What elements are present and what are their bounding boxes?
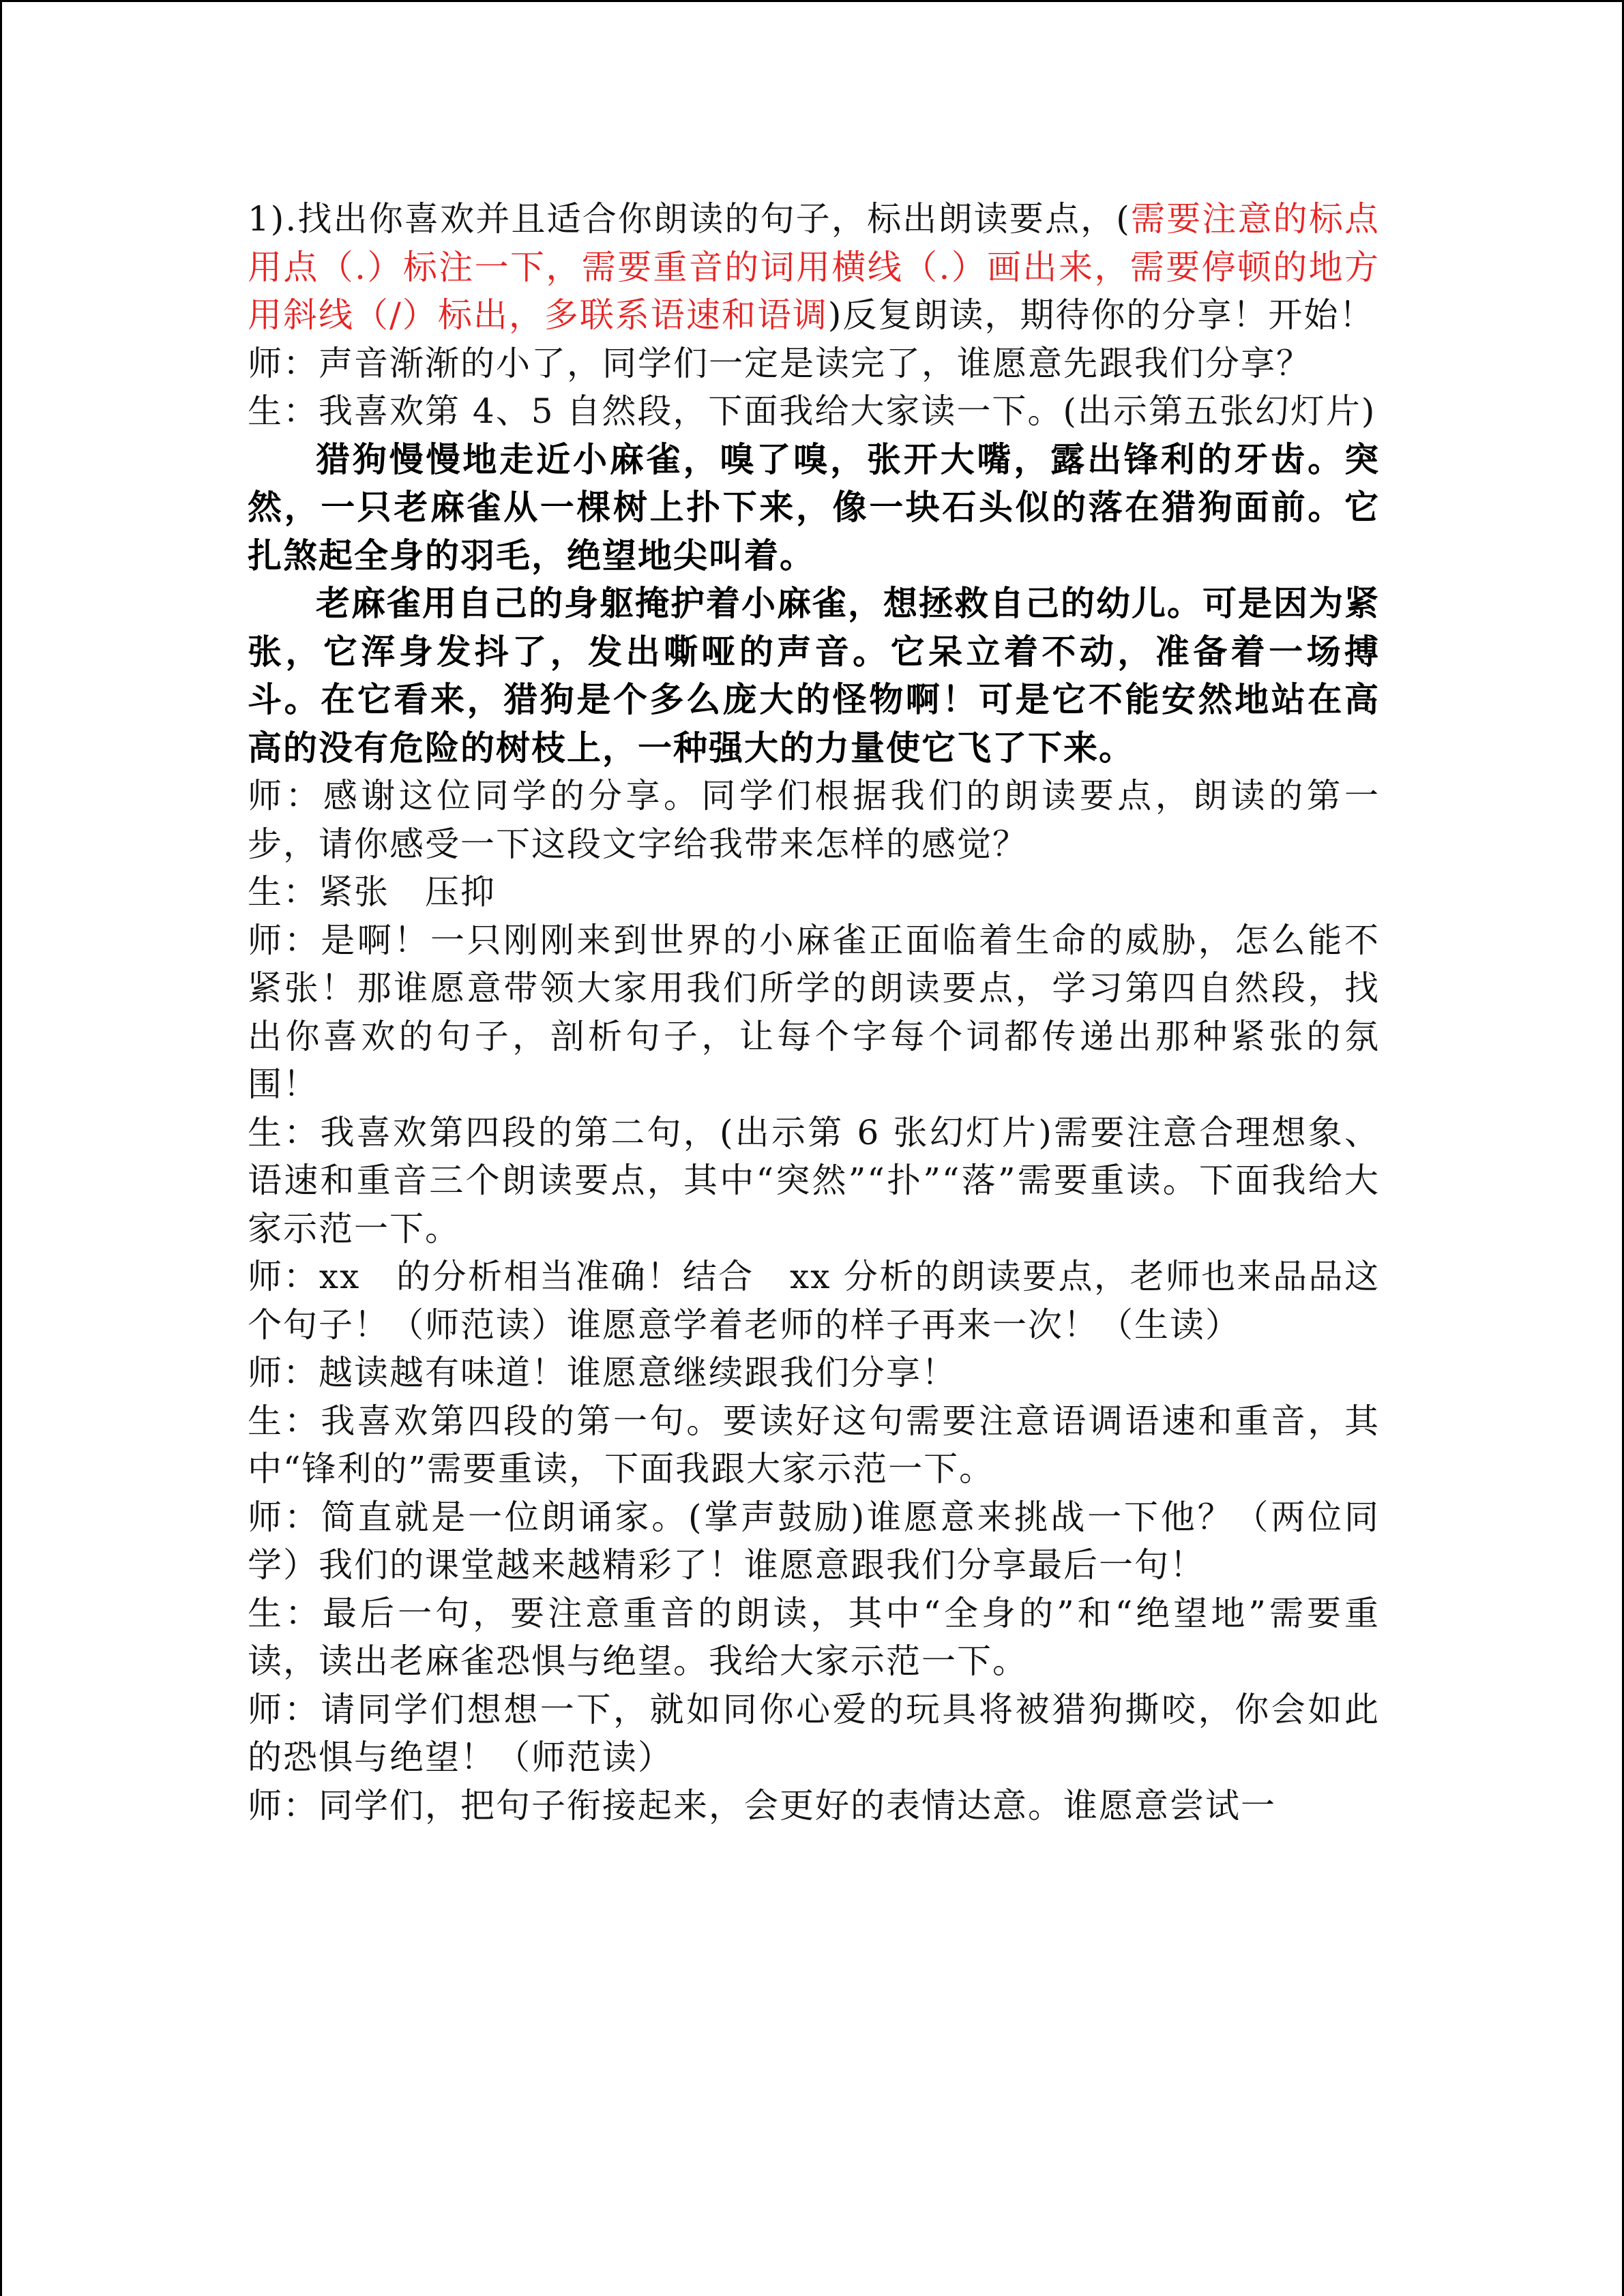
dialogue-line: 师：简直就是一位朗诵家。(掌声鼓励)谁愿意来挑战一下他？（两位同学）我们的课堂越来越精彩了！谁愿意跟我们分享最后一句！: [248, 1497, 1380, 1585]
dialogue-line: 生：我喜欢第 4、5 自然段，下面我给大家读一下。(出示第五张幻灯片): [248, 391, 1376, 431]
instruction-text-end: )反复朗读，期待你的分享！开始！: [827, 295, 1375, 335]
page-border-left: [0, 0, 2, 2296]
dialogue-line: 师：声音渐渐的小了，同学们一定是读完了，谁愿意先跟我们分享？: [248, 343, 1312, 383]
dialogue-line: 生：紧张 压抑: [248, 872, 496, 912]
dialogue-line: 生：我喜欢第四段的第二句，(出示第 6 张幻灯片)需要注意合理想象、语速和重音三个朗读要点，其中“突然”“扑”“落”需要重读。下面我给大家示范一下。: [248, 1112, 1380, 1249]
page-border-top: [0, 0, 1624, 2]
dialogue-line: 生：最后一句，要注意重音的朗读，其中“全身的”和“绝望地”需要重读，读出老麻雀恐惧与绝望。我给大家示范一下。: [248, 1593, 1380, 1681]
dialogue-line: 师：是啊！一只刚刚来到世界的小麻雀正面临着生命的威胁，怎么能不紧张！那谁愿意带领大家用我们所学的朗读要点，学习第四自然段，找出你喜欢的句子，剖析句子，让每个字每个词都传递出那种紧张的氛围！: [248, 920, 1380, 1104]
instruction-paragraph: [248, 195, 1380, 340]
instruction-text-start: 1).找出你喜欢并且适合你朗读的句子，标出朗读要点，(: [248, 199, 1131, 239]
reading-passage-paragraph: 老麻雀用自己的身躯掩护着小麻雀，想拯救自己的幼儿。可是因为紧张，它浑身发抖了，发出嘶哑的声音。它呆立着不动，准备着一场搏斗。在它看来，猎狗是个多么庞大的怪物啊！可是它不能安然地站在高高的没有危险的树枝上，一种强大的力量使它飞了下来。: [248, 583, 1380, 768]
document-body: [248, 195, 1380, 1830]
dialogue-line: 师：感谢这位同学的分享。同学们根据我们的朗读要点，朗读的第一步，请你感受一下这段文字给我带来怎样的感觉？: [248, 776, 1380, 864]
dialogue-line: 师：请同学们想想一下，就如同你心爱的玩具将被猎狗撕咬，你会如此的恐惧与绝望！（师范读）: [248, 1689, 1380, 1777]
dialogue-line: 师：xx 的分析相当准确！结合 xx 分析的朗读要点，老师也来品品这个句子！（师范读）谁愿意学着老师的样子再来一次！（生读）: [248, 1257, 1380, 1345]
dialogue-line: 生：我喜欢第四段的第一句。要读好这句需要注意语调语速和重音，其中“锋利的”需要重读，下面我跟大家示范一下。: [248, 1401, 1380, 1489]
dialogue-line: 师：同学们，把句子衔接起来，会更好的表情达意。谁愿意尝试一: [248, 1785, 1276, 1825]
reading-passage-paragraph: 猎狗慢慢地走近小麻雀，嗅了嗅，张开大嘴，露出锋利的牙齿。突然，一只老麻雀从一棵树上扑下来，像一块石头似的落在猎狗面前。它扎煞起全身的羽毛，绝望地尖叫着。: [248, 438, 1380, 576]
dialogue-line: 师：越读越有味道！谁愿意继续跟我们分享！: [248, 1353, 957, 1392]
instruction-highlight: 需要注意的标点用点（.）标注一下，需要重音的词用横线（.）画出来，需要停顿的地方用斜线（/）标出，多联系语速和语调: [248, 199, 1381, 335]
